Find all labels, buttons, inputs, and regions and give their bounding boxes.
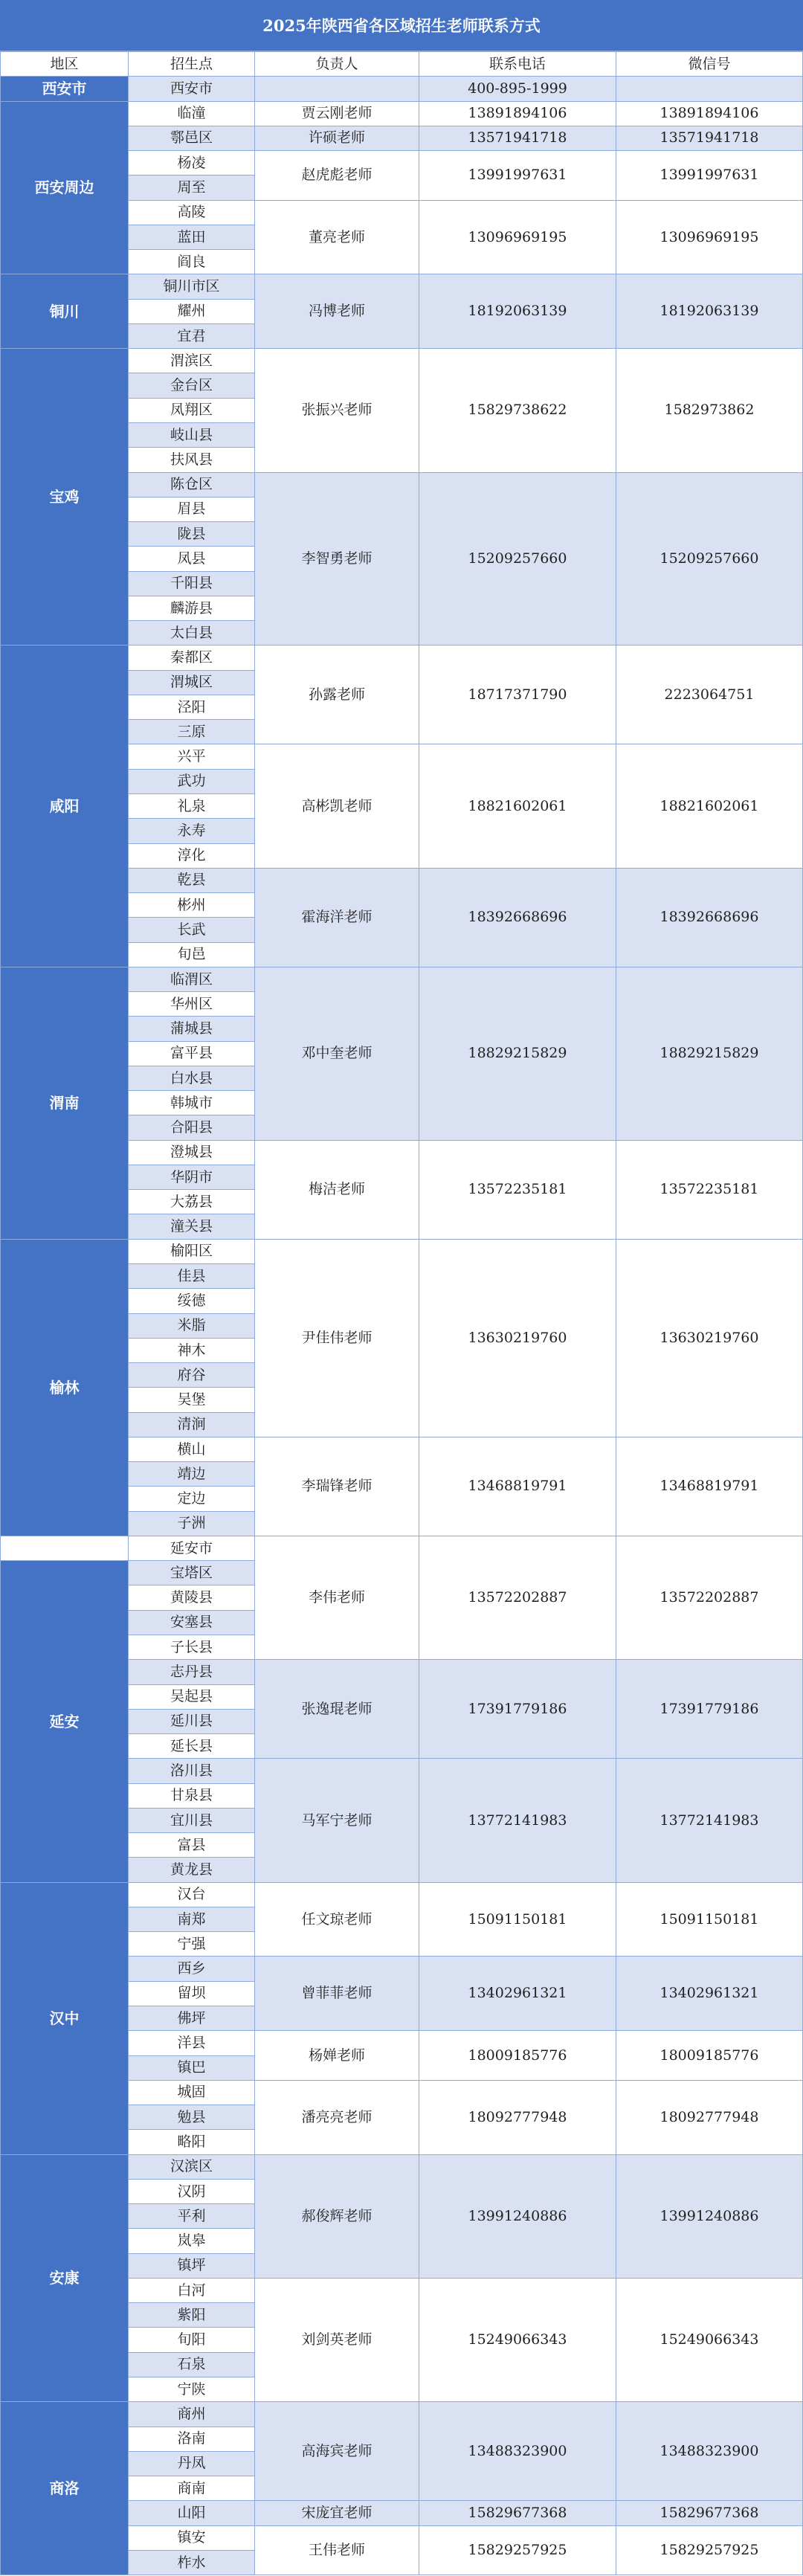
point-cell: 眉县 [129,498,254,521]
point-cell: 三原 [129,720,254,744]
wechat-cell: 15091150181 [616,1883,802,1957]
wechat-cell: 18192063139 [616,274,802,348]
point-cell: 富平县 [129,1042,254,1066]
phone-cell: 400-895-1999 [419,77,616,100]
wechat-cell: 13991240886 [616,2155,802,2278]
wechat-cell: 13402961321 [616,1957,802,2030]
point-cell: 华州区 [129,992,254,1016]
teacher-cell: 冯博老师 [255,274,419,348]
point-cell: 黄陵县 [129,1585,254,1609]
point-cell: 延长县 [129,1734,254,1758]
phone-cell: 13572202887 [419,1536,616,1659]
point-cell: 宁陕 [129,2377,254,2401]
point-cell: 岐山县 [129,423,254,447]
region-cell: 延安 [1,1561,128,1881]
teacher-cell: 梅洁老师 [255,1141,419,1239]
region-cell-empty [1,1536,128,1560]
header-teacher: 负责人 [255,52,419,76]
page-title: 2025年陕西省各区域招生老师联系方式 [0,0,803,51]
point-cell: 临潼 [129,102,254,126]
point-cell: 留坝 [129,1982,254,2006]
phone-cell: 13572235181 [419,1141,616,1239]
header-phone: 联系电话 [419,52,616,76]
point-cell: 渭城区 [129,671,254,695]
wechat-cell: 15829257925 [616,2526,802,2575]
region-cell: 咸阳 [1,645,128,966]
wechat-cell: 13571941718 [616,126,802,150]
wechat-cell: 13572235181 [616,1141,802,1239]
point-cell: 西乡 [129,1957,254,1980]
wechat-cell: 13891894106 [616,102,802,126]
teacher-cell: 王伟老师 [255,2526,419,2575]
header-wechat: 微信号 [616,52,802,76]
point-cell: 汉台 [129,1883,254,1907]
teacher-cell [255,77,419,100]
point-cell: 清涧 [129,1413,254,1437]
point-cell: 勉县 [129,2105,254,2129]
point-cell: 西安市 [129,77,254,100]
wechat-cell: 13630219760 [616,1240,802,1437]
teacher-cell: 刘剑英老师 [255,2279,419,2401]
point-cell: 宝塔区 [129,1561,254,1585]
point-cell: 礼泉 [129,794,254,818]
point-cell: 子长县 [129,1635,254,1659]
phone-cell: 13571941718 [419,126,616,150]
point-cell: 洋县 [129,2031,254,2055]
point-cell: 宜君 [129,324,254,348]
wechat-cell: 18392668696 [616,869,802,967]
point-cell: 泾阳 [129,695,254,719]
point-cell: 柞水 [129,2551,254,2575]
phone-cell: 13468819791 [419,1437,616,1536]
point-cell: 商南 [129,2476,254,2500]
teacher-cell: 张振兴老师 [255,349,419,471]
point-cell: 白河 [129,2279,254,2302]
point-cell: 佛坪 [129,2006,254,2030]
phone-cell: 13891894106 [419,102,616,126]
point-cell: 神木 [129,1339,254,1362]
point-cell: 铜川市区 [129,274,254,298]
wechat-cell: 13572202887 [616,1536,802,1659]
point-cell: 榆阳区 [129,1240,254,1263]
point-cell: 永寿 [129,819,254,843]
point-cell: 高陵 [129,201,254,225]
teacher-cell: 许硕老师 [255,126,419,150]
teacher-cell: 曾菲菲老师 [255,1957,419,2030]
teacher-cell: 李瑞锋老师 [255,1437,419,1536]
point-cell: 扶风县 [129,448,254,471]
teacher-cell: 杨婵老师 [255,2031,419,2080]
point-cell: 汉滨区 [129,2155,254,2179]
point-cell: 韩城市 [129,1091,254,1115]
teacher-cell: 任文琼老师 [255,1883,419,1957]
point-cell: 秦都区 [129,645,254,669]
wechat-cell: 13772141983 [616,1759,802,1881]
region-cell: 渭南 [1,967,128,1239]
point-cell: 旬邑 [129,943,254,967]
phone-cell: 13991240886 [419,2155,616,2278]
point-cell: 麟游县 [129,596,254,620]
point-cell: 长武 [129,918,254,941]
wechat-cell: 17391779186 [616,1660,802,1758]
phone-cell: 13402961321 [419,1957,616,2030]
point-cell: 汉阴 [129,2180,254,2203]
point-cell: 志丹县 [129,1660,254,1684]
point-cell: 旬阳 [129,2328,254,2351]
phone-cell: 13096969195 [419,201,616,274]
teacher-cell: 高海宾老师 [255,2402,419,2500]
wechat-cell: 18829215829 [616,967,802,1140]
wechat-cell: 18009185776 [616,2031,802,2080]
teacher-cell: 贾云刚老师 [255,102,419,126]
point-cell: 南郑 [129,1907,254,1931]
phone-cell: 15829738622 [419,349,616,471]
point-cell: 大荔县 [129,1190,254,1214]
teacher-cell: 马军宁老师 [255,1759,419,1881]
wechat-cell: 13991997631 [616,151,802,200]
point-cell: 乾县 [129,869,254,892]
header-region: 地区 [1,52,128,76]
point-cell: 洛南 [129,2427,254,2451]
point-cell: 绥德 [129,1289,254,1313]
teacher-cell: 尹佳伟老师 [255,1240,419,1437]
point-cell: 紫阳 [129,2303,254,2327]
wechat-cell: 18821602061 [616,744,802,867]
point-cell: 甘泉县 [129,1784,254,1808]
point-cell: 临渭区 [129,967,254,991]
point-cell: 镇巴 [129,2056,254,2080]
region-cell: 汉中 [1,1883,128,2154]
point-cell: 吴起县 [129,1685,254,1709]
phone-cell: 13772141983 [419,1759,616,1881]
point-cell: 黄龙县 [129,1858,254,1881]
wechat-cell: 13488323900 [616,2402,802,2500]
phone-cell: 15091150181 [419,1883,616,1957]
point-cell: 宜川县 [129,1809,254,1832]
point-cell: 子洲 [129,1512,254,1536]
point-cell: 太白县 [129,621,254,645]
phone-cell: 18821602061 [419,744,616,867]
point-cell: 延川县 [129,1710,254,1733]
point-cell: 蒲城县 [129,1017,254,1040]
wechat-cell [616,77,802,100]
teacher-cell: 高彬凯老师 [255,744,419,867]
point-cell: 鄠邑区 [129,126,254,150]
point-cell: 镇坪 [129,2254,254,2278]
teacher-cell: 李伟老师 [255,1536,419,1659]
point-cell: 定边 [129,1487,254,1510]
phone-cell: 18009185776 [419,2031,616,2080]
point-cell: 岚皋 [129,2229,254,2253]
point-cell: 金台区 [129,373,254,397]
wechat-cell: 2223064751 [616,645,802,744]
point-cell: 石泉 [129,2353,254,2377]
region-cell: 榆林 [1,1240,128,1536]
point-cell: 千阳县 [129,572,254,596]
teacher-cell: 张逸琨老师 [255,1660,419,1758]
region-cell: 宝鸡 [1,349,128,645]
teacher-cell: 李智勇老师 [255,473,419,645]
point-cell: 米脂 [129,1314,254,1338]
point-cell: 蓝田 [129,225,254,249]
phone-cell: 13630219760 [419,1240,616,1437]
wechat-cell: 13468819791 [616,1437,802,1536]
phone-cell: 13488323900 [419,2402,616,2500]
phone-cell: 18717371790 [419,645,616,744]
point-cell: 佳县 [129,1264,254,1288]
wechat-cell: 15209257660 [616,473,802,645]
point-cell: 平利 [129,2204,254,2228]
wechat-cell: 15249066343 [616,2279,802,2401]
region-cell: 安康 [1,2155,128,2402]
point-cell: 横山 [129,1437,254,1461]
point-cell: 周至 [129,176,254,199]
point-cell: 彬州 [129,893,254,917]
wechat-cell: 13096969195 [616,201,802,274]
point-cell: 府谷 [129,1363,254,1387]
teacher-cell: 郝俊辉老师 [255,2155,419,2278]
point-cell: 合阳县 [129,1115,254,1139]
point-cell: 洛川县 [129,1759,254,1783]
point-cell: 丹凤 [129,2452,254,2476]
phone-cell: 18392668696 [419,869,616,967]
phone-cell: 13991997631 [419,151,616,200]
point-cell: 安塞县 [129,1611,254,1635]
point-cell: 宁强 [129,1932,254,1956]
point-cell: 耀州 [129,300,254,323]
phone-cell: 15829677368 [419,2501,616,2525]
point-cell: 陈仓区 [129,473,254,497]
point-cell: 商州 [129,2402,254,2426]
phone-cell: 15829257925 [419,2526,616,2575]
point-cell: 潼关县 [129,1214,254,1238]
point-cell: 兴平 [129,744,254,768]
phone-cell: 17391779186 [419,1660,616,1758]
point-cell: 凤县 [129,547,254,570]
phone-cell: 18829215829 [419,967,616,1140]
teacher-cell: 董亮老师 [255,201,419,274]
point-cell: 渭滨区 [129,349,254,373]
point-cell: 华阴市 [129,1165,254,1189]
header-point: 招生点 [129,52,254,76]
region-cell: 商洛 [1,2402,128,2575]
wechat-cell: 18092777948 [616,2081,802,2154]
point-cell: 白水县 [129,1066,254,1090]
region-cell: 西安市 [1,77,128,100]
region-cell: 铜川 [1,274,128,348]
point-cell: 澄城县 [129,1141,254,1165]
phone-cell: 15249066343 [419,2279,616,2401]
point-cell: 略阳 [129,2130,254,2154]
wechat-cell: 1582973862 [616,349,802,471]
region-cell: 西安周边 [1,102,128,274]
point-cell: 阎良 [129,250,254,274]
point-cell: 靖边 [129,1462,254,1486]
teacher-cell: 霍海洋老师 [255,869,419,967]
point-cell: 延安市 [129,1536,254,1560]
teacher-cell: 宋庞宜老师 [255,2501,419,2525]
point-cell: 凤翔区 [129,399,254,422]
point-cell: 杨凌 [129,151,254,175]
point-cell: 吴堡 [129,1388,254,1411]
point-cell: 陇县 [129,522,254,546]
teacher-cell: 潘亮亮老师 [255,2081,419,2154]
phone-cell: 18092777948 [419,2081,616,2154]
teacher-cell: 孙露老师 [255,645,419,744]
contact-table [0,51,803,2575]
point-cell: 富县 [129,1833,254,1857]
point-cell: 武功 [129,770,254,793]
wechat-cell: 15829677368 [616,2501,802,2525]
point-cell: 山阳 [129,2501,254,2525]
point-cell: 淳化 [129,844,254,868]
teacher-cell: 赵虎彪老师 [255,151,419,200]
point-cell: 城固 [129,2081,254,2105]
teacher-cell: 邓中奎老师 [255,967,419,1140]
phone-cell: 18192063139 [419,274,616,348]
point-cell: 镇安 [129,2526,254,2550]
phone-cell: 15209257660 [419,473,616,645]
